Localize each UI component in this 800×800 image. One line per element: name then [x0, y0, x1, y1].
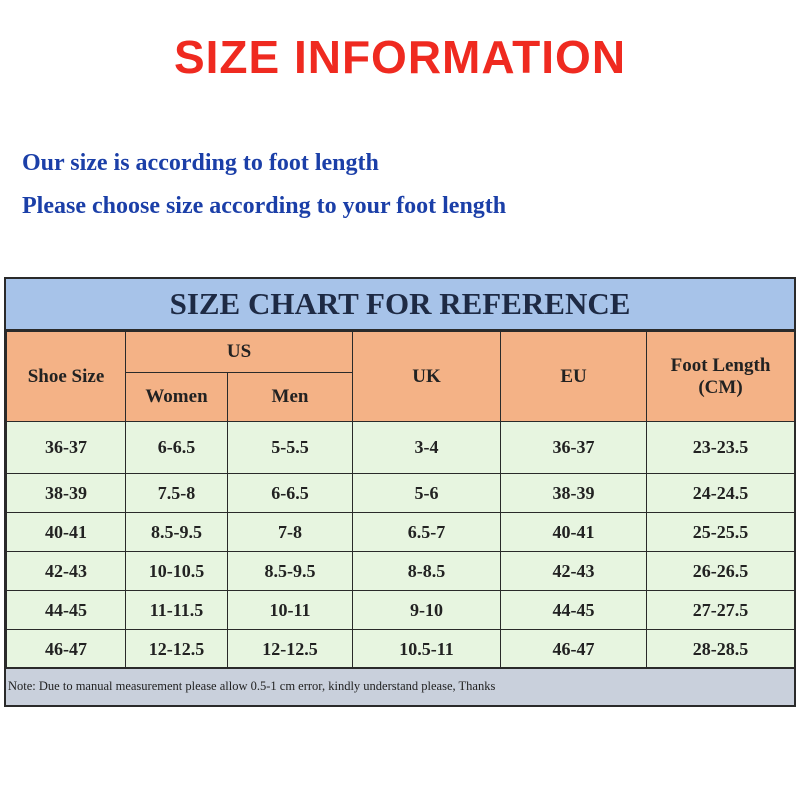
- intro-line-1: Our size is according to foot length: [22, 150, 379, 176]
- cell-eu: 38-39: [501, 474, 647, 513]
- size-table-body: [7, 422, 795, 669]
- page-headline: SIZE INFORMATION: [173, 31, 627, 83]
- size-chart-title: SIZE CHART FOR REFERENCE: [6, 279, 794, 331]
- cell-eu: 42-43: [501, 552, 647, 591]
- cell-us-women: 6-6.5: [126, 422, 228, 474]
- table-row: [7, 552, 795, 591]
- cell-us-men: 8.5-9.5: [228, 552, 353, 591]
- header-us: US: [126, 332, 353, 373]
- cell-foot-length: 27-27.5: [647, 591, 795, 630]
- cell-us-men: 6-6.5: [228, 474, 353, 513]
- table-row: [7, 630, 795, 669]
- header-us-men: Men: [228, 373, 353, 422]
- header-foot-length-line1: Foot Length: [670, 354, 771, 376]
- cell-shoe-size: 46-47: [7, 630, 126, 669]
- header-us-women: Women: [126, 373, 228, 422]
- cell-us-men: 5-5.5: [228, 422, 353, 474]
- table-row: [7, 422, 795, 474]
- cell-foot-length: 26-26.5: [647, 552, 795, 591]
- header-foot-length: [647, 332, 795, 422]
- header-foot-length-line2: (CM): [698, 376, 743, 398]
- header-eu: EU: [501, 332, 647, 422]
- cell-uk: 8-8.5: [353, 552, 501, 591]
- cell-eu: 36-37: [501, 422, 647, 474]
- cell-uk: 10.5-11: [353, 630, 501, 669]
- cell-eu: 46-47: [501, 630, 647, 669]
- table-row: [7, 513, 795, 552]
- size-table: [6, 331, 795, 669]
- table-row: [7, 591, 795, 630]
- cell-uk: 9-10: [353, 591, 501, 630]
- cell-eu: 44-45: [501, 591, 647, 630]
- cell-foot-length: 28-28.5: [647, 630, 795, 669]
- cell-foot-length: 25-25.5: [647, 513, 795, 552]
- header-shoe-size: Shoe Size: [7, 332, 126, 422]
- cell-foot-length: 23-23.5: [647, 422, 795, 474]
- table-row: [7, 474, 795, 513]
- cell-uk: 5-6: [353, 474, 501, 513]
- cell-shoe-size: 36-37: [7, 422, 126, 474]
- cell-us-men: 7-8: [228, 513, 353, 552]
- cell-us-women: 7.5-8: [126, 474, 228, 513]
- cell-uk: 3-4: [353, 422, 501, 474]
- intro-line-2: Please choose size according to your foot length: [22, 193, 507, 219]
- cell-uk: 6.5-7: [353, 513, 501, 552]
- cell-shoe-size: 42-43: [7, 552, 126, 591]
- cell-shoe-size: 44-45: [7, 591, 126, 630]
- cell-foot-length: 24-24.5: [647, 474, 795, 513]
- cell-us-women: 10-10.5: [126, 552, 228, 591]
- cell-shoe-size: 38-39: [7, 474, 126, 513]
- cell-us-men: 12-12.5: [228, 630, 353, 669]
- table-header-row: [7, 332, 795, 373]
- cell-us-women: 8.5-9.5: [126, 513, 228, 552]
- cell-shoe-size: 40-41: [7, 513, 126, 552]
- header-uk: UK: [353, 332, 501, 422]
- cell-us-women: 11-11.5: [126, 591, 228, 630]
- size-chart: [4, 277, 796, 707]
- cell-us-men: 10-11: [228, 591, 353, 630]
- cell-eu: 40-41: [501, 513, 647, 552]
- cell-us-women: 12-12.5: [126, 630, 228, 669]
- measurement-note: Note: Due to manual measurement please allow 0.5-1 cm error, kindly understand please, Thanks: [6, 667, 794, 705]
